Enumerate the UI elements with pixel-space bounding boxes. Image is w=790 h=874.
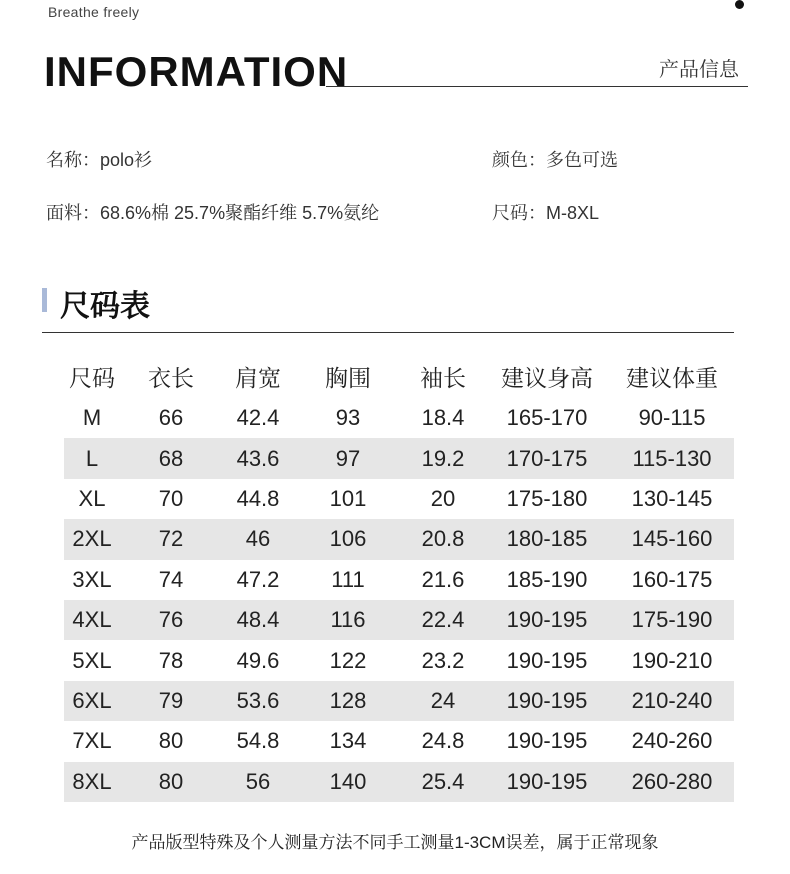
- table-cell: 190-210: [631, 647, 713, 673]
- table-cell: 43.6: [222, 438, 294, 478]
- table-cell: 6XL: [64, 681, 120, 721]
- table-cell: 260-280: [610, 762, 734, 802]
- table-cell: 5XL: [72, 647, 112, 673]
- size-chart-table: [64, 358, 734, 802]
- table-cell: XL: [78, 485, 106, 511]
- table-cell: 190-195: [506, 728, 588, 754]
- table-cell: 25.4: [402, 762, 484, 802]
- table-cell: 44.8: [236, 485, 280, 511]
- product-fabric-label: 面料：: [46, 203, 100, 223]
- table-cell: 160-175: [631, 566, 713, 592]
- table-cell: 175-190: [610, 600, 734, 640]
- product-size-value: M-8XL: [546, 203, 600, 223]
- table-cell: 7XL: [72, 728, 112, 754]
- table-cell: 170-175: [484, 438, 610, 478]
- table-row: [64, 519, 734, 559]
- table-cell: 145-160: [610, 519, 734, 559]
- table-cell: 240-260: [631, 728, 713, 754]
- product-fabric: [46, 199, 379, 225]
- column-header: 衣长: [148, 365, 194, 391]
- section-accent-bar: [42, 288, 47, 312]
- column-header: 建议体重: [626, 365, 718, 391]
- product-name-value: polo衫: [100, 150, 153, 170]
- table-cell: M: [82, 405, 102, 431]
- information-divider: [326, 86, 748, 87]
- table-cell: 122: [329, 647, 367, 673]
- table-cell: 54.8: [236, 728, 280, 754]
- table-cell: 21.6: [421, 566, 465, 592]
- size-chart-body: [64, 398, 734, 802]
- column-header: 建议身高: [501, 365, 593, 391]
- table-row: [64, 721, 734, 761]
- table-cell: 2XL: [64, 519, 120, 559]
- tagline: Breathe freely: [48, 4, 140, 20]
- table-row: [64, 438, 734, 478]
- size-chart-title: 尺码表: [60, 290, 150, 323]
- table-row: [64, 762, 734, 802]
- table-cell: 165-170: [506, 405, 588, 431]
- product-color-label: 颜色：: [492, 150, 546, 170]
- table-cell: 190-195: [506, 647, 588, 673]
- table-row: [64, 479, 734, 519]
- table-cell: 4XL: [64, 600, 120, 640]
- table-cell: 46: [222, 519, 294, 559]
- table-cell: 90-115: [638, 405, 706, 431]
- table-cell: 97: [294, 438, 402, 478]
- table-cell: 74: [158, 566, 184, 592]
- table-row: [64, 600, 734, 640]
- table-cell: 56: [222, 762, 294, 802]
- table-cell: 20: [430, 485, 456, 511]
- table-row: [64, 398, 734, 438]
- table-cell: 23.2: [421, 647, 465, 673]
- table-cell: 210-240: [610, 681, 734, 721]
- table-cell: 24: [402, 681, 484, 721]
- table-cell: 76: [120, 600, 222, 640]
- table-cell: 175-180: [506, 485, 588, 511]
- table-cell: 190-195: [484, 600, 610, 640]
- product-fabric-value: 68.6%棉 25.7%聚酯纤维 5.7%氨纶: [100, 203, 380, 223]
- table-cell: 78: [158, 647, 184, 673]
- table-cell: 22.4: [402, 600, 484, 640]
- table-cell: 180-185: [484, 519, 610, 559]
- table-cell: 70: [158, 485, 184, 511]
- table-cell: 53.6: [222, 681, 294, 721]
- table-cell: 80: [120, 762, 222, 802]
- column-header: 胸围: [325, 365, 371, 391]
- table-row: [64, 560, 734, 600]
- table-cell: 24.8: [421, 728, 465, 754]
- table-cell: 116: [294, 600, 402, 640]
- table-cell: 3XL: [72, 566, 112, 592]
- table-cell: 19.2: [402, 438, 484, 478]
- column-header: 肩宽: [235, 365, 281, 391]
- table-cell: 72: [120, 519, 222, 559]
- table-cell: 190-195: [484, 681, 610, 721]
- table-cell: 134: [329, 728, 367, 754]
- table-cell: 115-130: [610, 438, 734, 478]
- table-cell: 130-145: [631, 485, 713, 511]
- decorative-dot: [735, 0, 744, 9]
- product-color: [492, 146, 618, 172]
- table-cell: 48.4: [222, 600, 294, 640]
- product-size-label: 尺码：: [492, 203, 546, 223]
- table-cell: 101: [329, 485, 367, 511]
- product-color-value: 多色可选: [546, 150, 618, 170]
- table-row: [64, 681, 734, 721]
- table-cell: 66: [158, 405, 184, 431]
- table-cell: 42.4: [236, 405, 280, 431]
- measurement-note: 产品版型特殊及个人测量方法不同手工测量1-3CM误差，属于正常现象: [131, 833, 659, 852]
- table-cell: 185-190: [506, 566, 588, 592]
- table-cell: 93: [335, 405, 361, 431]
- table-cell: 20.8: [402, 519, 484, 559]
- table-cell: 79: [120, 681, 222, 721]
- table-cell: 140: [294, 762, 402, 802]
- table-cell: 80: [158, 728, 184, 754]
- product-size-range: [492, 199, 599, 225]
- table-cell: L: [64, 438, 120, 478]
- table-cell: 49.6: [236, 647, 280, 673]
- table-cell: 18.4: [421, 405, 465, 431]
- table-row: [64, 640, 734, 680]
- size-chart-divider: [42, 332, 734, 333]
- table-header-row: [64, 358, 734, 398]
- table-cell: 68: [120, 438, 222, 478]
- table-cell: 128: [294, 681, 402, 721]
- column-header: 尺码: [69, 365, 115, 391]
- product-name: [46, 146, 152, 172]
- column-header: 袖长: [420, 365, 466, 391]
- table-cell: 47.2: [236, 566, 280, 592]
- table-cell: 106: [294, 519, 402, 559]
- information-title-cn: 产品信息: [659, 59, 739, 81]
- table-cell: 190-195: [484, 762, 610, 802]
- information-title: INFORMATION: [44, 48, 349, 95]
- table-cell: 111: [331, 566, 365, 592]
- product-name-label: 名称：: [46, 150, 100, 170]
- table-cell: 8XL: [64, 762, 120, 802]
